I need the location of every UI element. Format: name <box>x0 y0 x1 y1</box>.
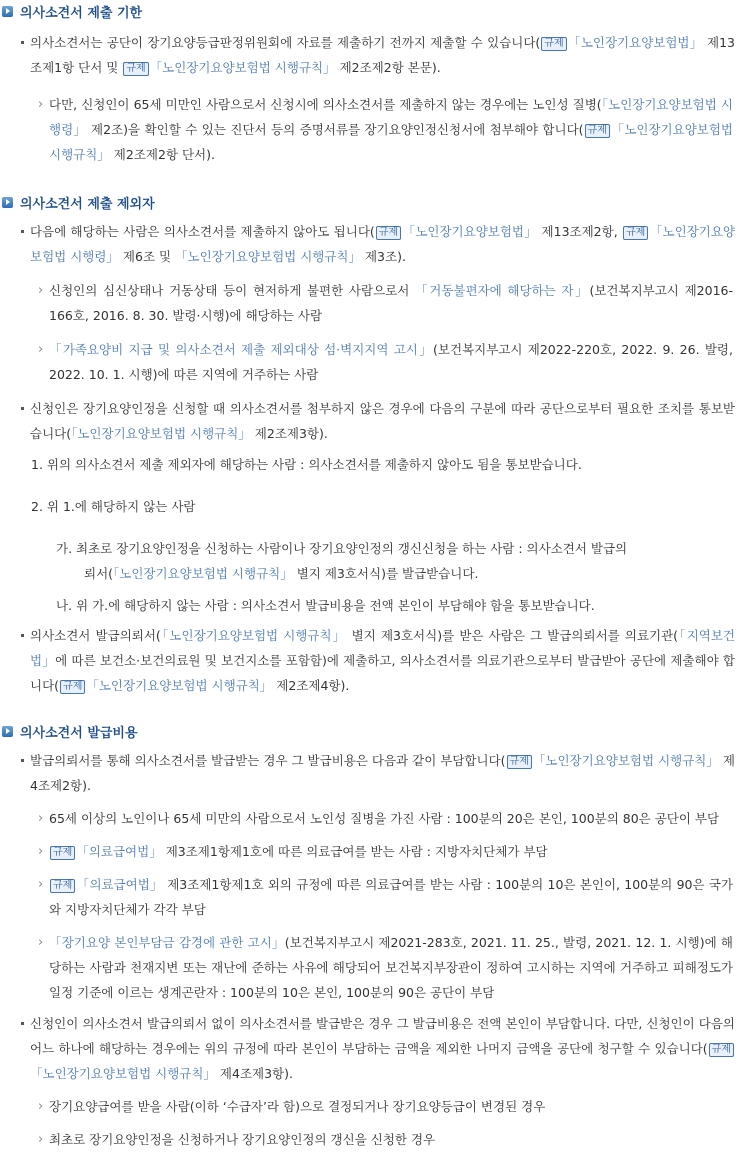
bullet-item <box>0 623 745 698</box>
sub-item <box>0 278 745 328</box>
sub-item <box>0 930 745 1005</box>
text: 발급의뢰서를 통해 의사소견서를 발급받는 경우 그 발급비용은 다음과 같이 부담합니다( <box>30 753 506 768</box>
text: 제3조제1항제1호에 따른 의료급여를 받는 사람 : 지방자치단체가 부담 <box>161 844 548 859</box>
law-link[interactable]: 「노인장기요양보험법 시행령」 <box>30 224 735 264</box>
text: (보건복지부고시 제2021-283호, 2021. 11. 25., 발령, 2021. 12. 1. 시행)에 해당하는 사람과 천재지변 또는 재난에 준하는 사유에 해당되어 보건복지부장관이 정하여 고시하는 지역에 거주하고 피해정도가 일정 기준에 이르는 생계곤란자 : 100분의 10은 본인, 100분의 90은 공단이 부담 <box>49 935 733 1000</box>
sub-item: › 장기요양급여를 받을 사람(이하 ‘수급자’라 함)으로 결정되거나 장기요양등급이 변경된 경우 <box>0 1094 745 1119</box>
law-link[interactable]: 「의료급여법」 <box>76 877 163 892</box>
text: (보건복지부고시 제2016-166호, 2016. 8. 30. 발령·시행)에 해당하는 사람 <box>49 283 733 323</box>
text: 신청인이 의사소견서 발급의뢰서 없이 의사소견서를 발급받은 경우 그 발급비용은 전액 본인이 부담합니다. 다만, 신청인이 다음의 어느 하나에 해당하는 경우에는 위의 규정에 따라 본인이 부담하는 금액을 제외한 나머지 금액을 공단에 청구할 수 있습니다( <box>30 1016 735 1056</box>
regulation-badge[interactable]: 규제 <box>376 226 401 240</box>
text: 제2조제4항). <box>272 678 350 693</box>
sub-item <box>0 337 745 387</box>
section-arrow-icon <box>2 6 13 17</box>
lettered-item <box>0 536 745 586</box>
text: (보건복지부고시 제2022-220호, 2022. 9. 26. 발령, 2022. 10. 1. 시행)에 따른 지역에 거주하는 사람 <box>49 342 733 382</box>
sub-item <box>0 839 745 864</box>
sub-item <box>0 872 745 922</box>
section-title <box>2 0 745 22</box>
regulation-badge[interactable]: 규제 <box>541 37 566 51</box>
section-title <box>2 720 745 742</box>
bullet-item <box>0 748 745 798</box>
law-link[interactable]: 「노인장기요양보험법 시행규칙」 <box>30 1066 216 1081</box>
bullet-item <box>0 396 745 446</box>
numbered-item: 1. 위의 의사소견서 제출 제외자에 해당하는 사람 : 의사소견서를 제출하지 않아도 됨을 통보받습니다. <box>31 457 582 472</box>
text: 별지 제3호서식)를 발급받습니다. <box>292 566 479 581</box>
regulation-badge[interactable]: 규제 <box>123 62 148 76</box>
regulation-badge[interactable]: 규제 <box>50 879 75 893</box>
law-link[interactable]: 「노인장기요양보험법 시행규칙」 <box>149 60 336 75</box>
text: 에 따른 보건소·보건의료원 및 보건지소를 포함함)에 제출하고, 의사소견서를 의료기관으로부터 발급받아 공단에 제출해야 합니다( <box>30 653 735 693</box>
text: 제3조). <box>361 249 406 264</box>
text-continuation <box>56 561 733 586</box>
section-issuance-cost <box>0 720 745 1152</box>
section-title-text: 의사소견서 발급비용 <box>20 725 138 741</box>
text: 별지 제3호서식)를 받은 사람은 그 발급의뢰서를 의료기관( <box>346 628 679 643</box>
regulation-badge[interactable]: 규제 <box>60 680 85 694</box>
bullet-item <box>0 30 745 80</box>
text: 다음에 해당하는 사람은 의사소견서를 제출하지 않아도 됩니다( <box>30 224 375 239</box>
section-arrow-icon <box>2 726 13 737</box>
section-submission-exclusion <box>0 191 745 698</box>
regulation-badge[interactable]: 규제 <box>585 124 610 138</box>
text: 제4조제2항). <box>30 753 735 793</box>
law-link[interactable]: 「의료급여법」 <box>76 844 162 859</box>
law-link[interactable]: 「노인장기요양보험법 시행규칙」 <box>175 249 361 264</box>
text: 제2조)을 확인할 수 있는 진단서 등의 증명서류를 장기요양인정신청서에 첨부해야 합니다( <box>86 122 584 137</box>
law-link[interactable]: 「장기요양 본인부담금 감경에 관한 고시」 <box>49 935 285 950</box>
law-link[interactable]: 「노인장기요양보험법 시행규칙」 <box>86 678 273 693</box>
law-link[interactable]: 「가족요양비 지급 및 의사소견서 제출 제외대상 섬·벽지지역 고시」 <box>49 342 434 357</box>
text: 뢰서( <box>84 566 114 581</box>
law-link[interactable]: 「노인장기요양보험법 시행규칙」 <box>71 426 251 441</box>
law-link[interactable]: 「지역보건법」 <box>30 628 735 668</box>
sub-item <box>0 92 745 167</box>
section-submission-deadline <box>0 0 745 167</box>
regulation-badge[interactable]: 규제 <box>623 226 648 240</box>
bullet-item <box>0 1011 745 1086</box>
text: 제3조제1항제1호 외의 규정에 따른 의료급여를 받는 사람 : 100분의 10은 본인이, 100분의 90은 국가와 지방자치단체가 각각 부담 <box>49 877 733 917</box>
text: 제4조제3항). <box>215 1066 293 1081</box>
regulation-badge[interactable]: 규제 <box>507 755 532 769</box>
text: 신청인의 심신상태나 거동상태 등이 현저하게 불편한 사람으로서 <box>49 283 416 298</box>
bullet-item <box>0 219 745 269</box>
text: 제2조제2항 본문). <box>335 60 441 75</box>
law-link[interactable]: 「노인장기요양보험법」 <box>402 224 538 239</box>
law-link[interactable]: 「노인장기요양보험법 시행령」 <box>49 97 733 137</box>
text: 신청인은 장기요양인정을 신청할 때 의사소견서를 첨부하지 않은 경우에 다음의 구분에 따라 공단으로부터 필요한 조치를 통보받습니다( <box>30 401 735 441</box>
law-link[interactable]: 「노인장기요양보험법 시행규칙」 <box>49 122 733 162</box>
text: 제13조제2항, <box>537 224 623 239</box>
text: 제13조제1항 단서 및 <box>30 35 735 75</box>
section-title <box>2 191 745 213</box>
law-link[interactable]: 「거동불편자에 해당하는 자」 <box>415 283 590 298</box>
section-arrow-icon <box>2 197 13 208</box>
text: 다만, 신청인이 65세 미만인 사람으로서 신청시에 의사소견서를 제출하지 않는 경우에는 노인성 질병( <box>49 97 602 112</box>
text: 가. 최초로 장기요양인정을 신청하는 사람이나 장기요양인정의 갱신신청을 하는 사람 : 의사소견서 발급의 <box>56 541 628 556</box>
text: 제2조제2항 단서). <box>109 147 215 162</box>
lettered-item: 나. 위 가.에 해당하지 않는 사람 : 의사소견서 발급비용을 전액 본인이 부담해야 함을 통보받습니다. <box>56 598 595 613</box>
text: 제6조 및 <box>118 249 176 264</box>
law-link[interactable]: 「노인장기요양보험법 시행규칙」 <box>113 566 293 581</box>
section-title-text: 의사소견서 제출 기한 <box>20 5 143 21</box>
law-link[interactable]: 「노인장기요양보험법」 <box>567 35 703 50</box>
numbered-item: 2. 위 1.에 해당하지 않는 사람 <box>31 499 196 514</box>
law-link[interactable]: 「노인장기요양보험법 시행규칙」 <box>532 753 719 768</box>
text: 의사소견서는 공단이 장기요양등급판정위원회에 자료를 제출하기 전까지 제출할 수 있습니다( <box>30 35 541 50</box>
section-title-text: 의사소견서 제출 제외자 <box>20 196 155 212</box>
text: 의사소견서 발급의뢰서( <box>30 628 161 643</box>
text: 제2조제3항). <box>250 426 328 441</box>
sub-item: › 65세 이상의 노인이나 65세 미만의 사람으로서 노인성 질병을 가진 사람 : 100분의 20은 본인, 100분의 80은 공단이 부담 <box>0 806 745 831</box>
regulation-badge[interactable]: 규제 <box>709 1043 734 1057</box>
law-link[interactable]: 「노인장기요양보험법 시행규칙」 <box>160 628 347 643</box>
regulation-badge[interactable]: 규제 <box>50 846 75 860</box>
sub-item: › 최초로 장기요양인정을 신청하거나 장기요양인정의 갱신을 신청한 경우 <box>0 1127 745 1152</box>
